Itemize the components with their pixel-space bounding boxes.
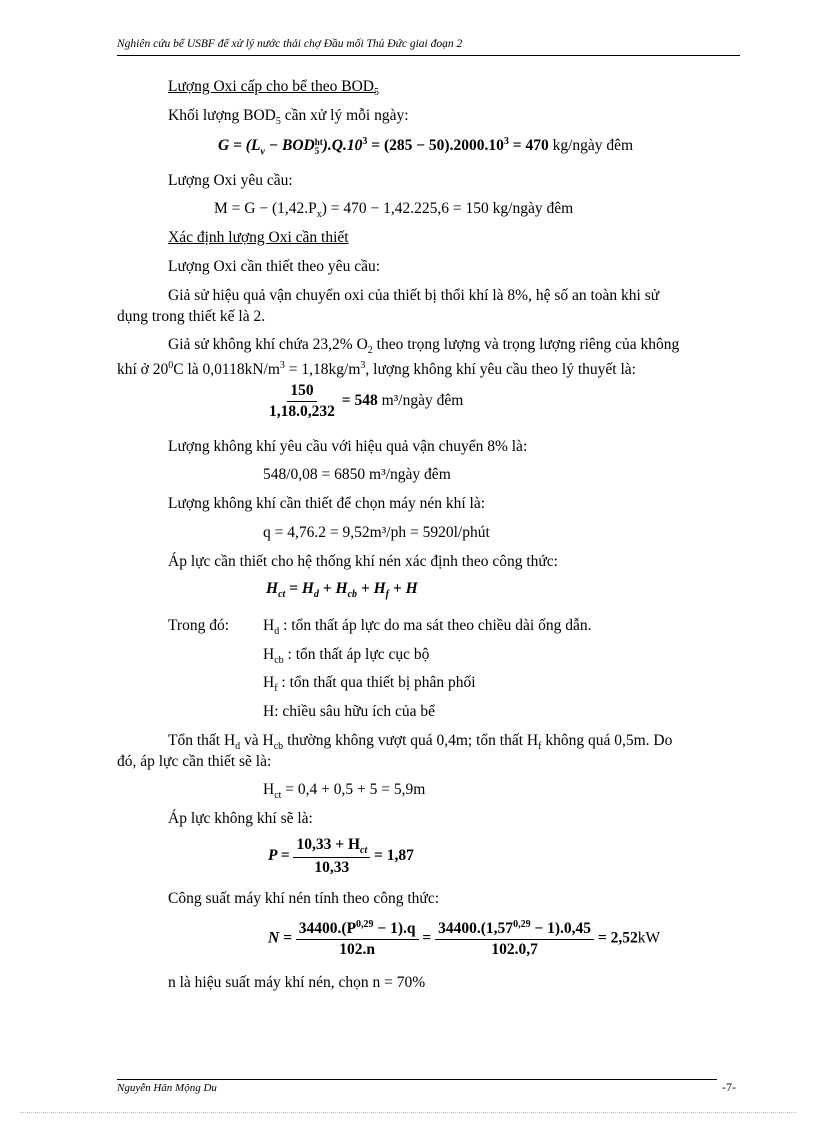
text: H	[263, 646, 275, 663]
equation-p	[268, 836, 414, 877]
subscript: cb	[274, 655, 284, 667]
numerator	[296, 919, 419, 940]
eq-part: + H	[318, 580, 348, 597]
eq-part: G = (L	[218, 137, 261, 155]
section-oxygen-bod	[168, 77, 379, 103]
text: H	[263, 674, 275, 691]
fraction	[435, 919, 594, 959]
text: = 1,18kg/m	[284, 361, 361, 379]
text: và H	[240, 732, 274, 749]
eq-unit: kW	[637, 929, 661, 947]
air-efficiency-label: Lượng không khí yêu cầu với hiệu quả vận chuyển 8% là:	[168, 438, 528, 455]
eq-part: = (285 − 50).2000.10	[367, 137, 504, 155]
efficiency-choice: n là hiệu suất máy khí nén, chọn n = 70%	[168, 974, 426, 991]
oxygen-required-label: Lượng Oxi yêu cầu:	[168, 172, 293, 189]
equation-hct-value	[263, 780, 425, 806]
text: : tổn thất qua thiết bị phân phối	[277, 674, 476, 691]
fraction	[296, 919, 419, 959]
text: : tổn thất áp lực do ma sát theo chiều dài ống dẫn.	[279, 617, 592, 634]
text: ) = 470 − 1,42.225,6 = 150 kg/ngày đêm	[321, 200, 574, 217]
where-hf	[263, 673, 476, 699]
subscript: f	[274, 683, 278, 695]
denominator: 10,33	[314, 859, 350, 877]
text: , lượng không khí yêu cầu theo lý thuyết là:	[365, 361, 636, 379]
eq-part: − BOD	[264, 137, 315, 155]
eq-result: = 1,87	[370, 847, 414, 865]
text: 34400.(1,57	[438, 920, 514, 938]
superscript: 3	[362, 136, 368, 147]
eq-part: ).Q.10	[322, 137, 363, 155]
subscript: 2	[367, 345, 373, 357]
equation-n	[268, 919, 660, 959]
eq-result: = 548	[337, 392, 378, 410]
equation-m	[214, 199, 573, 225]
superscript: 0,29	[513, 919, 531, 930]
text: Giả sử không khí chứa 23,2% O	[168, 336, 368, 353]
eq-result: = 2,52	[594, 929, 638, 947]
eq-unit: kg/ngày đêm	[548, 137, 634, 155]
denominator: 1,18.0,232	[269, 403, 335, 420]
compressor-power-label: Công suất máy khí nén tính theo công thức:	[168, 890, 440, 907]
text: : tổn thất áp lực cục bộ	[283, 646, 430, 663]
equation-g	[218, 136, 633, 157]
paragraph-air-line2	[117, 356, 636, 380]
oxygen-needed-label: Lượng Oxi cần thiết theo yêu cầu:	[168, 258, 381, 275]
air-compressor-label: Lượng không khí cần thiết để chọn máy nén khí là:	[168, 495, 486, 512]
text: 34400.(P	[298, 920, 357, 938]
numerator: 150	[287, 382, 316, 402]
text: không quá 0,5m. Do	[541, 732, 673, 749]
equation-q: q = 4,76.2 = 9,52m³/ph = 5920l/phút	[263, 524, 490, 541]
text: H	[263, 781, 275, 798]
fraction	[266, 382, 338, 421]
subscript: f	[538, 741, 542, 753]
subscript: d	[235, 741, 241, 753]
text: − 1).q	[373, 920, 416, 938]
page-number: -7-	[722, 1080, 736, 1094]
numerator	[293, 836, 370, 858]
superscript: 0,29	[356, 919, 374, 930]
paragraph-efficiency-line2: dụng trong thiết kế là 2.	[117, 308, 266, 325]
text: Tổn thất H	[168, 732, 236, 749]
fraction	[293, 836, 370, 877]
footer-rule	[117, 1079, 717, 1080]
eq-part: P =	[268, 847, 294, 865]
subscript: f	[385, 589, 389, 601]
subscript: ct	[274, 790, 282, 802]
text: cần xử lý mỗi ngày:	[280, 107, 409, 124]
subscript: ct	[360, 845, 368, 857]
subscript: v	[260, 146, 265, 158]
paragraph-loss-line2: đó, áp lực cần thiết sẽ là:	[117, 753, 272, 770]
subscript: cb	[273, 741, 284, 753]
superscript: 3	[360, 360, 366, 371]
subscript: ct	[278, 589, 286, 601]
running-header: Nghiên cứu bể USBF để xử lý nước thải chợ Đầu mối Thủ Đức giai đoạn 2	[117, 38, 463, 50]
superscript: ht	[314, 136, 323, 147]
eq-part: N =	[268, 929, 296, 947]
equation-air-theory	[266, 382, 463, 421]
subscript: d	[313, 589, 319, 601]
where-hd	[263, 616, 592, 642]
text: Lượng Oxi cấp cho bể theo BOD	[168, 78, 374, 95]
eq-part: + H	[389, 580, 418, 597]
denominator: 102.n	[339, 941, 376, 959]
denominator: 102.0,7	[491, 941, 538, 959]
paragraph-efficiency-line1: Giả sử hiệu quả vận chuyển oxi của thiết bị thổi khí là 8%, hệ số an toàn khi sử	[168, 287, 660, 304]
section-oxygen-needed: Xác định lượng Oxi cần thiết	[168, 229, 349, 246]
equation-hct	[266, 580, 418, 600]
page-edge-dots	[20, 1112, 796, 1113]
eq-part: + H	[357, 580, 386, 597]
superscript: 3	[503, 136, 509, 147]
header-rule	[117, 55, 740, 56]
footer-author: Nguyễn Hân Mộng Du	[117, 1082, 217, 1094]
pressure-formula-label: Áp lực cần thiết cho hệ thống khí nén xác định theo công thức:	[168, 553, 558, 570]
text: − 1).0,45	[530, 920, 592, 938]
subscript: d	[274, 626, 280, 638]
subscript: 5	[275, 116, 281, 128]
eq-unit: m³/ngày đêm	[377, 392, 464, 410]
eq-part: = H	[285, 580, 314, 597]
text: M = G − (1,42.P	[214, 200, 317, 217]
text: thường không vượt quá 0,4m; tổn thất H	[283, 732, 539, 749]
eq-part: H	[266, 580, 279, 597]
equation-air-volume: 548/0,08 = 6850 m³/ngày đêm	[263, 466, 451, 483]
superscript: 3	[279, 360, 285, 371]
subscript: x	[316, 209, 322, 221]
where-label: Trong đó:	[168, 617, 230, 634]
text: 10,33 + H	[296, 836, 360, 853]
where-h: H: chiều sâu hữu ích của bể	[263, 703, 435, 720]
bod-mass-line	[168, 106, 409, 132]
subscript: 5	[314, 145, 320, 156]
text: H	[263, 617, 275, 634]
where-hcb	[263, 645, 429, 671]
subscript: 5	[374, 87, 379, 99]
text: C là 0,0118kN/m	[173, 361, 280, 379]
superscript: 0	[168, 360, 174, 371]
text: = 0,4 + 0,5 + 5 = 5,9m	[281, 781, 426, 798]
eq-result: = 470	[508, 137, 549, 155]
eq-part: =	[418, 929, 436, 947]
text: Khối lượng BOD	[168, 107, 276, 124]
text: khí ở 20	[117, 361, 169, 379]
text: theo trọng lượng và trọng lượng riêng của không	[372, 336, 680, 353]
air-pressure-label: Áp lực không khí sẽ là:	[168, 810, 313, 827]
numerator	[435, 919, 594, 940]
subscript: cb	[347, 589, 358, 601]
